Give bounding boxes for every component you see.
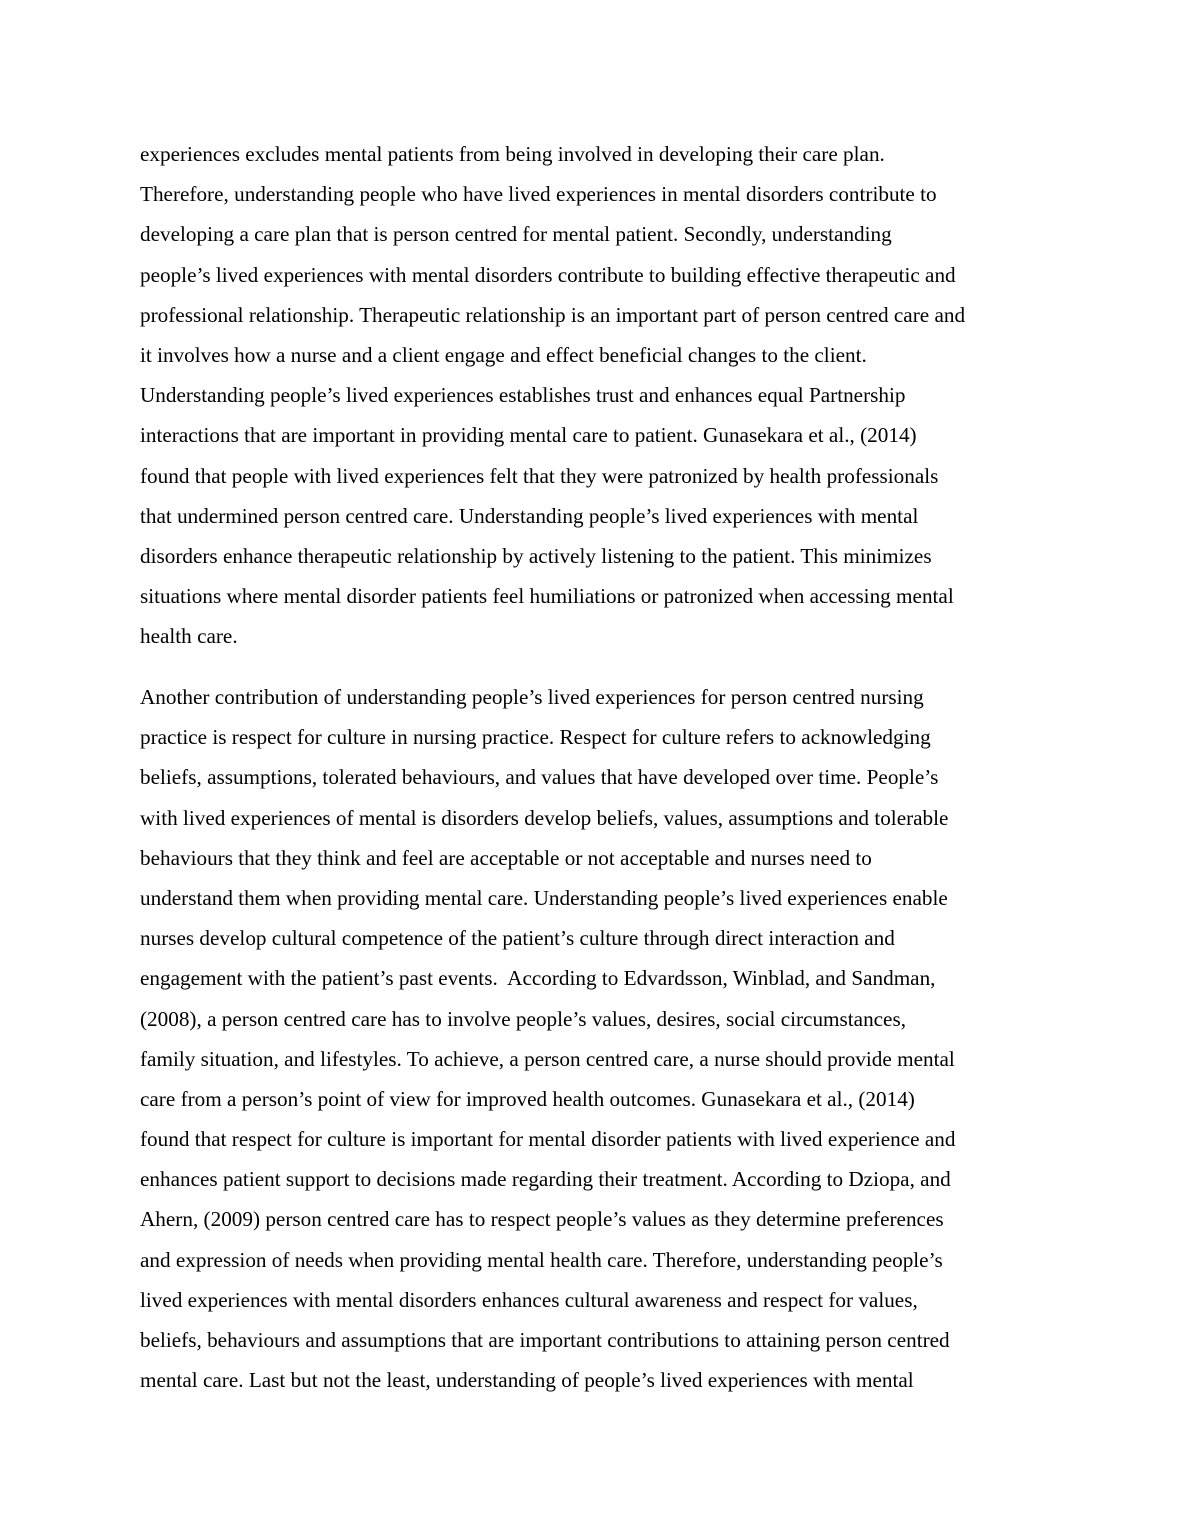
text-line: interactions that are important in providing mental care to patient. Gunasekara et al., (2014) <box>140 423 917 448</box>
text-line: care from a person’s point of view for improved health outcomes. Gunasekara et al., (2014) <box>140 1086 915 1111</box>
text-line: disorders enhance therapeutic relationship by actively listening to the patient. This minimizes <box>140 543 932 568</box>
paragraph-respect-for-culture <box>140 677 1060 1400</box>
text-line: nurses develop cultural competence of the patient’s culture through direct interaction and <box>140 926 895 951</box>
text-line: and expression of needs when providing mental health care. Therefore, understanding people’s <box>140 1247 943 1272</box>
text-line: Another contribution of understanding people’s lived experiences for person centred nursing <box>140 685 924 709</box>
text-line: mental care. Last but not the least, understanding of people’s lived experiences with mental <box>140 1368 914 1393</box>
text-line: that undermined person centred care. Understanding people’s lived experiences with mental <box>140 503 919 528</box>
text-line: professional relationship. Therapeutic relationship is an important part of person centred care and <box>140 302 966 327</box>
text-line: enhances patient support to decisions made regarding their treatment. According to Dziopa, and <box>140 1167 951 1192</box>
text-line: behaviours that they think and feel are acceptable or not acceptable and nurses need to <box>140 845 872 870</box>
text-line: Ahern, (2009) person centred care has to respect people’s values as they determine preferences <box>140 1207 944 1232</box>
text-line: (2008), a person centred care has to involve people’s values, desires, social circumstances, <box>140 1006 907 1031</box>
text-line: understand them when providing mental care. Understanding people’s lived experiences enable <box>140 885 948 910</box>
text-line: it involves how a nurse and a client engage and effect beneficial changes to the client. <box>140 342 867 367</box>
text-line: beliefs, behaviours and assumptions that are important contributions to attaining person centred <box>140 1328 950 1352</box>
text-line: Therefore, understanding people who have lived experiences in mental disorders contribute to <box>140 182 937 207</box>
text-line: situations where mental disorder patients feel humiliations or patronized when accessing mental <box>140 584 954 609</box>
text-line: family situation, and lifestyles. To achieve, a person centred care, a nurse should provide mental <box>140 1046 955 1071</box>
text-line: experiences excludes mental patients from being involved in developing their care plan. <box>140 142 885 166</box>
text-line: practice is respect for culture in nursing practice. Respect for culture refers to acknowledging <box>140 725 931 750</box>
text-line: with lived experiences of mental is disorders develop beliefs, values, assumptions and tolerable <box>140 805 949 830</box>
text-line: beliefs, assumptions, tolerated behaviours, and values that have developed over time. People’s <box>140 765 939 790</box>
text-line: people’s lived experiences with mental disorders contribute to building effective therapeutic and <box>140 262 956 287</box>
text-line: found that respect for culture is important for mental disorder patients with lived experience and <box>140 1127 956 1152</box>
text-line: engagement with the patient’s past events. According to Edvardsson, Winblad, and Sandman, <box>140 966 936 991</box>
paragraph-lived-experiences-care-plan <box>140 134 1060 656</box>
text-line: developing a care plan that is person centred for mental patient. Secondly, understanding <box>140 222 892 247</box>
text-line: lived experiences with mental disorders enhances cultural awareness and respect for values, <box>140 1287 918 1312</box>
text-line: found that people with lived experiences felt that they were patronized by health professionals <box>140 463 939 488</box>
text-line: health care. <box>140 624 238 649</box>
text-line: Understanding people’s lived experiences establishes trust and enhances equal Partnership <box>140 383 906 408</box>
